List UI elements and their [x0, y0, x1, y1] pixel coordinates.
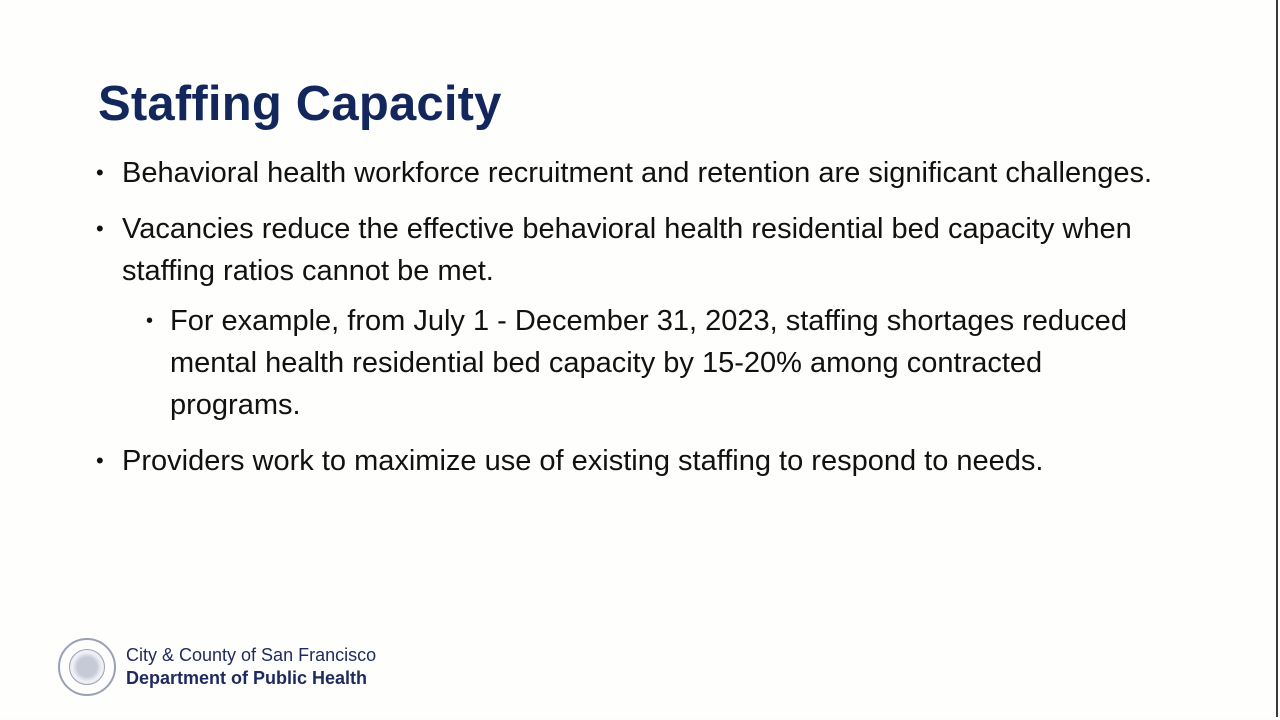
bullet-text: Providers work to maximize use of existing staffing to respond to needs.: [122, 445, 1044, 477]
bullet-icon: •: [96, 160, 104, 185]
city-seal-icon: [58, 638, 116, 696]
sub-bullet-text: For example, from July 1 - December 31, 2023, staffing shortages reduced mental health residential bed capacity by 15-20% among contracted programs.: [170, 305, 1127, 421]
bullet-icon: •: [96, 216, 104, 241]
bullet-item: [96, 152, 1176, 194]
org-line-2: Department of Public Health: [126, 668, 368, 688]
org-line-1: City & County of San Francisco: [126, 645, 377, 665]
bullet-icon: •: [146, 310, 154, 332]
bullet-text: Vacancies reduce the effective behavioral health residential bed capacity when staffing ratios cannot be met.: [122, 213, 1132, 287]
footer-logo: [58, 638, 376, 696]
org-name: [126, 644, 376, 690]
bullet-icon: •: [96, 448, 104, 473]
bullet-item: [96, 440, 1176, 482]
slide-title: Staffing Capacity: [98, 77, 502, 131]
bullet-list: [96, 152, 1176, 496]
bullet-item: [96, 208, 1176, 292]
bullet-text: Behavioral health workforce recruitment and retention are significant challenges.: [122, 157, 1153, 189]
sub-bullet-item: [96, 300, 1176, 426]
